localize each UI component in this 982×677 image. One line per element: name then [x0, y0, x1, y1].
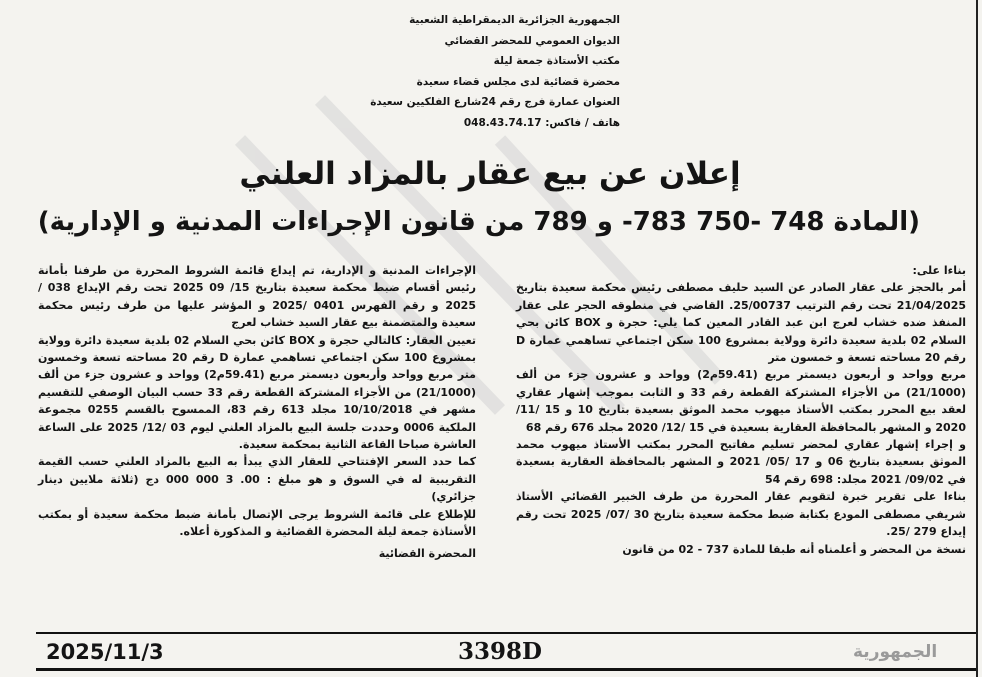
- notice-header: [370, 10, 620, 133]
- contact-paragraph: للإطلاع على قائمة الشروط يرجى الإتصال بأمانة ضبط محكمة سعيدة أو بمكتب الأستاذة جمعة ليلة المحضرة القضائية و المذكورة أعلاه.: [38, 507, 476, 539]
- expert-report-paragraph: بناءا على تقرير خبرة لتقويم عقار المحررة من طرف الخبير القضائي الأستاذ شريفي مصطفى المودع بكتابة ضبط محكمة سعيدة بتاريخ 30 /07/ 2025 تحت رقم إيداع 279 /25.: [516, 490, 966, 539]
- header-phone: هاتف / فاكس: 048.43.74.17: [463, 116, 620, 129]
- publication-date: 2025/11/3: [46, 640, 164, 664]
- keys-handover-paragraph: و إجراء إشهار عقاري لمحضر تسليم مفاتيح المحرر بمكتب الأستاذ ميهوب محمد الموثق بسعيدة بتاريخ 06 و 17 /05/ 2021 و المشهر بالمحافظة العقارية بسعيدة في 09/02/ 2021 مجلد: 698 رقم 54: [516, 438, 966, 486]
- property-area-paragraph: مربع وواحد و أربعون ديسمتر مربع (59.41م2) وواحد و عشرون جزء من ألف (21/1000) من الأجزاء المشتركة القطعة رقم 33 و الثابت بموجب إشهار عقاري لعقد بيع المحرر بمكتب الأستاذ ميهوب محمد الموثق بسعيدة بتاريخ 10 و 15 /11/ 2020 و المشهر بالمحافظة العقارية بسعيدة في 15 /12/ 2020 مجلد 676 رقم 68: [516, 368, 966, 434]
- property-designation-label: تعيين العقار:: [405, 333, 476, 347]
- header-bailiff: محضرة قضائية لدى مجلس قضاء سعيدة: [416, 75, 620, 88]
- body-column-right: [516, 262, 966, 558]
- footer-rule-bottom: [36, 668, 976, 671]
- header-republic: الجمهورية الجزائرية الديمقراطية الشعبية: [409, 14, 620, 26]
- page-border: [976, 0, 978, 677]
- based-on-label: بناءا على:: [912, 264, 966, 277]
- notice-title: إعلان عن بيع عقار بالمزاد العلني: [239, 156, 741, 192]
- opening-price-paragraph: كما حدد السعر الإفتتاحي للعقار الذي يبدأ به البيع بالمزاد العلني حسب القيمة التقريبية له في السوق و هو مبلغ : 00. 3 000 000 دج (ثلاثة ملايين دينار جزائري): [38, 455, 476, 504]
- notice-reference: 3398D: [458, 638, 542, 665]
- header-office: الديوان العمومي للمحضر القضائي: [444, 34, 620, 47]
- header-bureau: مكتب الأستاذة جمعة ليلة: [493, 55, 620, 67]
- property-designation-text: كالتالي حجرة و BOX كائن بحي السلام 02 بلدية سعيدة دائرة وولاية بمشروع 100 سكن اجتماعي تساهمي عمارة D رقم 20 مساحته تسعة وخمسون متر مربع وواحد وأربعون ديسمتر مربع (59.41م2) وواحد و عشرون جزء من ألف (21/1000) من الأجزاء المشتركة القطعة رقم 33 حسب البيان الوصفي للتقسيم مشهر في 10/10/2018 مجلد 613 رقم 83، الممسوح بالقسم 0255 مجموعة الملكية 0006 وحددت جلسة البيع بالمزاد العلني ليوم 03 /12/ 2025 على الساعة العاشرة صباحا القاعة الثانية بمحكمة سعيدة.: [38, 333, 477, 452]
- newspaper-logo: الجمهورية: [853, 642, 938, 662]
- seizure-order-paragraph: أمر بالحجز على عقار الصادر عن السيد حليف مصطفى رئيس محكمة سعيدة بتاريخ 21/04/2025 تحت رقم الترتيب 25/00737. القاضي في منطوقه الحجر على عقار المنفذ ضده خشاب لعرج ابن عبد القادر المعين كما يلي: حجرة و BOX كائن بحي السلام 02 بلدية سعيدة دائرة وولاية بمشروع 100 سكن اجتماعي تساهمي عمارة D رقم 20 مساحته تسعة و خمسون متر: [516, 281, 967, 365]
- notification-paragraph: نسخة من المحضر و أعلمناه أنه طبقا للمادة 737 - 02 من قانون: [622, 542, 966, 556]
- header-address: العنوان عمارة فرج رقم 24شارع الفلكيين سعيدة: [370, 96, 620, 108]
- conditions-deposit-paragraph: الإجراءات المدنية و الإدارية، تم إيداع قائمة الشروط المحررة من طرفنا بأمانة رئيس أقسام ضبط محكمة سعيدة بتاريخ 15/ 09 2025 تحت رقم الإيداع 038 / 2025 و رقم الفهرس 0401 /2025 و المؤشر عليها من طرف رئيس محكمة سعيدة والمتضمنة بيع عقار السيد خشاب لعرج: [38, 264, 476, 330]
- notice-subtitle: (المادة 748 -750 783- و 789 من قانون الإجراءات المدنية و الإدارية): [37, 207, 920, 237]
- body-column-left: [38, 262, 476, 562]
- footer-rule-top: [36, 632, 976, 634]
- bailiff-signature: المحضرة القضائية: [378, 546, 476, 560]
